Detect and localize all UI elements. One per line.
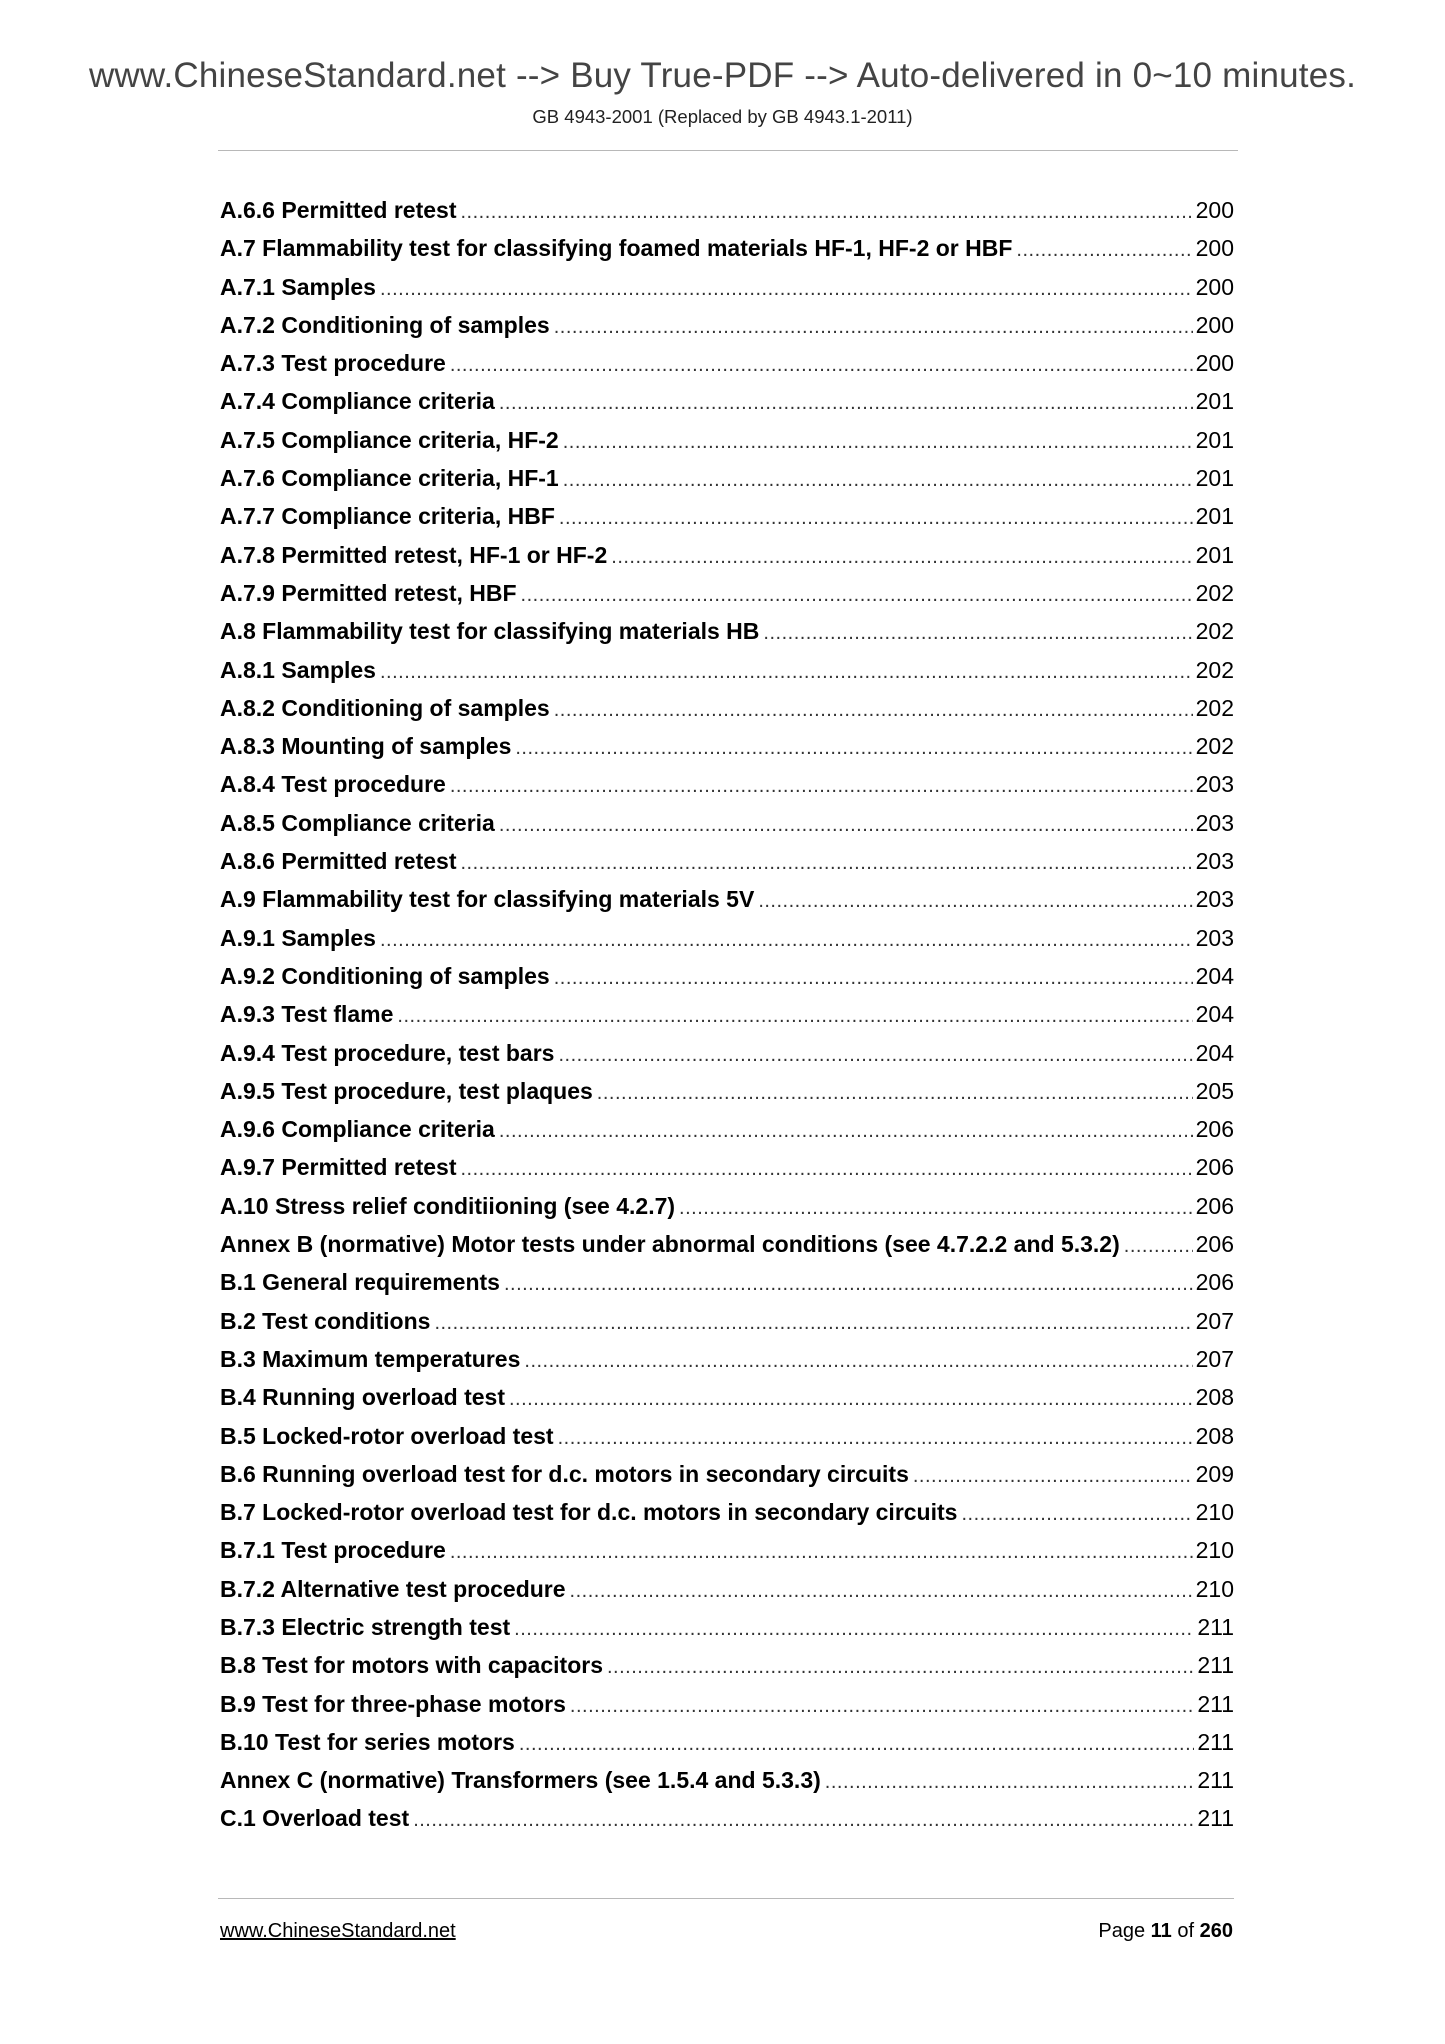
toc-entry-title[interactable]: A.8.2 Conditioning of samples [220,694,550,721]
toc-entry-page: 201 [1195,541,1234,568]
toc-entry-page: 203 [1195,886,1234,913]
toc-entry-page: 208 [1195,1422,1234,1449]
toc-entry-title[interactable]: B.5 Locked-rotor overload test [220,1422,554,1449]
toc-entry[interactable] [220,925,1234,963]
toc-entry[interactable] [220,1384,1234,1422]
toc-entry-title[interactable]: A.8.5 Compliance criteria [220,809,495,836]
toc-entry[interactable] [220,1423,1234,1461]
toc-entry-page: 201 [1195,465,1234,492]
toc-dot-leader [519,1733,1194,1756]
toc-entry-title[interactable]: B.7 Locked-rotor overload test for d.c. motors in secondary circuits [220,1499,958,1526]
toc-entry-title[interactable]: Annex B (normative) Motor tests under abnormal conditions (see 4.7.2.2 and 5.3.2) [220,1231,1120,1258]
toc-entry-page: 210 [1195,1575,1234,1602]
toc-dot-leader [397,1005,1192,1028]
toc-dot-leader [1016,239,1192,262]
toc-dot-leader [499,814,1193,837]
toc-entry-title[interactable]: A.8.4 Test procedure [220,771,446,798]
toc-entry-page: 211 [1197,1767,1234,1794]
toc-entry-title[interactable]: A.7.7 Compliance criteria, HBF [220,503,555,530]
site-banner[interactable]: www.ChineseStandard.net --> Buy True-PDF --> Auto-delivered in 0~10 minutes. [88,56,1357,95]
toc-entry[interactable] [220,1269,1234,1307]
toc-entry-title[interactable]: A.9.7 Permitted retest [220,1154,457,1181]
toc-entry-page: 211 [1197,1805,1234,1832]
toc-entry[interactable] [220,1154,1234,1192]
toc-entry-page: 200 [1195,197,1234,223]
page-number [1098,1920,1233,1943]
document-subtitle: GB 4943-2001 (Replaced by GB 4943.1-2011) [532,106,913,127]
toc-entry-page: 207 [1195,1345,1234,1372]
toc-entry-title[interactable]: Annex C (normative) Transformers (see 1.5.4 and 5.3.3) [220,1767,821,1794]
toc-entry-page: 210 [1195,1537,1234,1564]
toc-dot-leader [559,507,1193,530]
toc-entry-title[interactable]: A.9.1 Samples [220,924,376,951]
toc-entry-title[interactable]: B.7.2 Alternative test procedure [220,1575,566,1602]
toc-entry-title[interactable]: A.8.3 Mounting of samples [220,733,512,760]
toc-entry-title[interactable]: A.7.9 Permitted retest, HBF [220,579,517,606]
footer-divider [218,1898,1234,1899]
toc-dot-leader [554,699,1193,722]
toc-dot-leader [514,1618,1194,1641]
toc-dot-leader [499,392,1193,415]
toc-entry-title[interactable]: B.4 Running overload test [220,1384,505,1411]
toc-dot-leader [961,1503,1192,1526]
toc-entry[interactable] [220,1078,1234,1116]
toc-entry-page: 206 [1195,1116,1234,1143]
toc-dot-leader [460,1158,1192,1181]
toc-entry[interactable] [220,1040,1234,1078]
toc-entry-title[interactable]: A.6.6 Permitted retest [220,197,457,223]
toc-dot-leader [380,278,1193,301]
toc-dot-leader [509,1388,1193,1411]
toc-entry-title[interactable]: A.9.6 Compliance criteria [220,1116,495,1143]
toc-entry[interactable] [220,1461,1234,1499]
toc-entry-title[interactable]: B.1 General requirements [220,1269,500,1296]
toc-entry-title[interactable]: A.8 Flammability test for classifying materials HB [220,618,760,645]
toc-entry-page: 200 [1195,311,1234,338]
toc-entry[interactable] [220,657,1234,695]
toc-entry-title[interactable]: A.9 Flammability test for classifying materials 5V [220,886,755,913]
toc-entry[interactable] [220,1193,1234,1231]
header-divider [218,150,1238,151]
toc-entry[interactable] [220,1499,1234,1537]
toc-entry[interactable] [220,388,1234,426]
toc-dot-leader [758,890,1192,913]
toc-dot-leader [460,201,1192,224]
toc-entry-page: 206 [1195,1192,1234,1219]
toc-entry-title[interactable]: A.9.2 Conditioning of samples [220,962,550,989]
footer-site-link[interactable]: www.ChineseStandard.net [220,1920,456,1942]
toc-dot-leader [607,1656,1194,1679]
toc-entry[interactable] [220,1001,1234,1039]
toc-entry[interactable] [220,810,1234,848]
toc-entry-page: 211 [1197,1728,1234,1755]
table-of-contents [220,197,1234,1844]
toc-dot-leader [597,1082,1193,1105]
toc-dot-leader [380,661,1193,684]
toc-entry[interactable] [220,1116,1234,1154]
toc-entry-title[interactable]: A.7.1 Samples [220,273,376,300]
toc-entry-page: 202 [1195,733,1234,760]
toc-entry-page: 201 [1195,503,1234,530]
toc-entry[interactable] [220,312,1234,350]
toc-dot-leader [825,1771,1195,1794]
toc-entry-page: 202 [1195,694,1234,721]
toc-entry-page: 204 [1195,962,1234,989]
toc-dot-leader [563,431,1193,454]
toc-entry-page: 211 [1197,1652,1234,1679]
toc-entry[interactable] [220,1346,1234,1384]
toc-entry-title[interactable]: B.7.3 Electric strength test [220,1613,511,1640]
toc-entry-title[interactable]: A.7.3 Test procedure [220,350,446,377]
toc-entry[interactable] [220,618,1234,656]
toc-entry-title[interactable]: A.9.5 Test procedure, test plaques [220,1077,593,1104]
toc-dot-leader [380,929,1193,952]
toc-entry-page: 206 [1195,1269,1234,1296]
toc-entry-page: 200 [1195,273,1234,300]
toc-entry[interactable] [220,771,1234,809]
toc-entry[interactable] [220,274,1234,312]
toc-entry-page: 203 [1195,771,1234,798]
toc-dot-leader [521,584,1193,607]
toc-entry-page: 205 [1195,1077,1234,1104]
toc-dot-leader [558,1044,1192,1067]
toc-entry-page: 200 [1195,350,1234,377]
toc-dot-leader [554,316,1193,339]
toc-dot-leader [504,1273,1193,1296]
toc-entry-title[interactable]: B.10 Test for series motors [220,1728,515,1755]
toc-dot-leader [763,622,1192,645]
toc-entry-page: 203 [1195,809,1234,836]
toc-entry-title[interactable]: A.8.6 Permitted retest [220,848,457,875]
toc-dot-leader [460,852,1192,875]
toc-entry-title[interactable]: B.9 Test for three-phase motors [220,1690,566,1717]
toc-entry[interactable] [220,1652,1234,1690]
toc-entry[interactable] [220,1805,1234,1843]
toc-dot-leader [679,1197,1193,1220]
toc-entry-title[interactable]: A.7.4 Compliance criteria [220,388,495,415]
toc-entry-page: 203 [1195,848,1234,875]
toc-entry-title[interactable]: A.9.3 Test flame [220,1001,394,1028]
toc-entry[interactable] [220,1576,1234,1614]
toc-entry-page: 208 [1195,1384,1234,1411]
toc-entry[interactable] [220,1767,1234,1805]
toc-entry-page: 204 [1195,1039,1234,1066]
toc-entry[interactable] [220,427,1234,465]
toc-entry[interactable] [220,580,1234,618]
toc-dot-leader [450,1541,1193,1564]
toc-dot-leader [554,967,1193,990]
toc-entry[interactable] [220,350,1234,388]
toc-entry-title[interactable]: A.10 Stress relief conditiioning (see 4.2.7) [220,1192,676,1219]
toc-entry[interactable] [220,542,1234,580]
toc-entry-title[interactable]: A.7.8 Permitted retest, HF-1 or HF-2 [220,541,608,568]
toc-entry-page: 203 [1195,924,1234,951]
toc-dot-leader [558,1427,1193,1450]
toc-dot-leader [913,1465,1193,1488]
toc-dot-leader [413,1809,1194,1832]
toc-entry[interactable] [220,848,1234,886]
toc-dot-leader [570,1580,1193,1603]
toc-entry-title[interactable]: A.9.4 Test procedure, test bars [220,1039,555,1066]
toc-entry-page: 202 [1195,656,1234,683]
toc-entry-title[interactable]: B.7.1 Test procedure [220,1537,446,1564]
toc-entry-page: 206 [1195,1231,1234,1258]
toc-dot-leader [450,775,1193,798]
toc-entry[interactable] [220,695,1234,733]
toc-entry-page: 207 [1195,1307,1234,1334]
toc-entry-title[interactable]: A.7 Flammability test for classifying foamed materials HF-1, HF-2 or HBF [220,235,1013,262]
toc-entry-page: 206 [1195,1154,1234,1181]
toc-entry-page: 210 [1195,1499,1234,1526]
toc-entry[interactable] [220,1537,1234,1575]
toc-entry[interactable] [220,503,1234,541]
toc-entry[interactable] [220,1691,1234,1729]
toc-entry-page: 209 [1195,1460,1234,1487]
toc-entry-title[interactable]: A.8.1 Samples [220,656,376,683]
toc-entry[interactable] [220,1308,1234,1346]
toc-entry[interactable] [220,197,1234,235]
toc-entry-page: 201 [1195,388,1234,415]
toc-entry-title[interactable]: B.3 Maximum temperatures [220,1345,521,1372]
toc-entry[interactable] [220,886,1234,924]
toc-dot-leader [515,737,1192,760]
toc-dot-leader [524,1350,1192,1373]
toc-dot-leader [570,1695,1194,1718]
toc-entry[interactable] [220,1231,1234,1269]
toc-dot-leader [434,1312,1192,1335]
toc-entry-title[interactable]: A.7.2 Conditioning of samples [220,311,550,338]
toc-dot-leader [450,354,1193,377]
toc-entry-title[interactable]: B.6 Running overload test for d.c. motors in secondary circuits [220,1460,909,1487]
toc-entry-page: 202 [1195,618,1234,645]
toc-entry-page: 201 [1195,426,1234,453]
toc-entry[interactable] [220,1614,1234,1652]
toc-entry-page: 202 [1195,579,1234,606]
toc-dot-leader [563,469,1193,492]
page-current: 11 [1150,1920,1172,1942]
page-label: Page [1098,1920,1146,1942]
toc-entry-title[interactable]: C.1 Overload test [220,1805,410,1832]
page-of-label: of [1177,1920,1195,1942]
page-total: 260 [1199,1920,1233,1942]
toc-entry[interactable] [220,465,1234,503]
toc-dot-leader [499,1120,1193,1143]
toc-entry[interactable] [220,1729,1234,1767]
toc-entry-title[interactable]: A.7.6 Compliance criteria, HF-1 [220,465,559,492]
toc-entry-page: 200 [1195,235,1234,262]
toc-entry-page: 204 [1195,1001,1234,1028]
toc-dot-leader [1124,1235,1193,1258]
toc-entry[interactable] [220,235,1234,273]
toc-entry-title[interactable]: B.8 Test for motors with capacitors [220,1652,603,1679]
toc-entry[interactable] [220,733,1234,771]
toc-entry-page: 211 [1197,1690,1234,1717]
toc-entry-page: 211 [1197,1613,1234,1640]
toc-entry-title[interactable]: B.2 Test conditions [220,1307,431,1334]
toc-entry[interactable] [220,963,1234,1001]
toc-dot-leader [611,546,1192,569]
toc-entry-title[interactable]: A.7.5 Compliance criteria, HF-2 [220,426,559,453]
